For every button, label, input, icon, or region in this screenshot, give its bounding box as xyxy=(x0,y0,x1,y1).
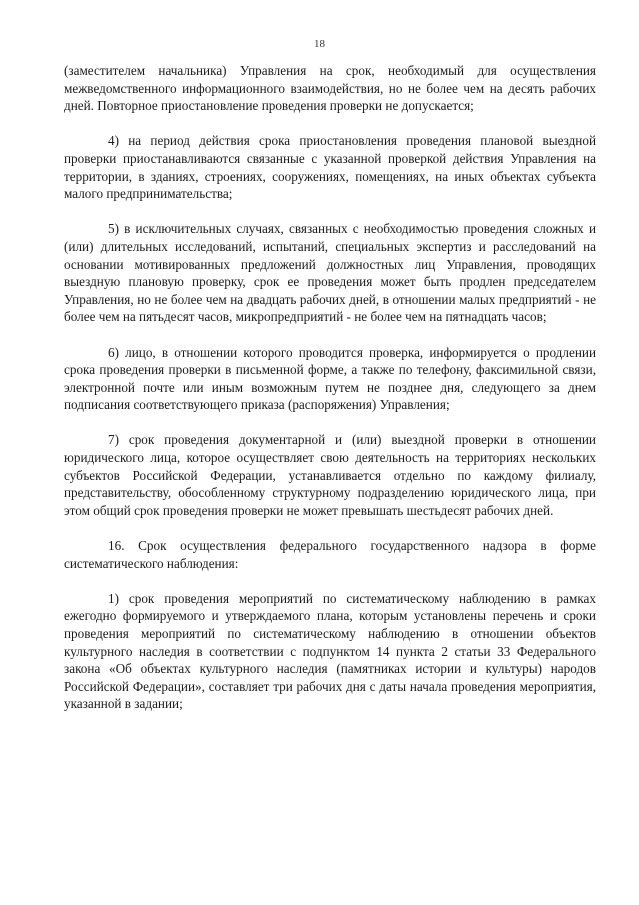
paragraph-item-5: 5) в исключительных случаях, связанных с необходимостью проведения сложных и (или) длительных исследований, испытаний, специальных экспертиз и расследований на основании мотивированных предложений должностных лиц Управления, проводящих выездную плановую проверку, срок ее проведения может быть продлен председателем Управления, но не более чем на двадцать рабочих дней, в отношении малых предприятий - не более чем на пятьдесят часов, микропредприятий - не более чем на пятнадцать часов; xyxy=(64,221,596,325)
paragraph-item-6: 6) лицо, в отношении которого проводится проверка, информируется о продлении срока проведения проверки в письменной форме, а также по телефону, факсимильной связи, электронной почте или иным возможным путем не позднее дня, следующего за днем подписания соответствующего приказа (распоряжения) Управления; xyxy=(64,344,596,413)
paragraph-section-16-item-1: 1) срок проведения мероприятий по систематическому наблюдению в рамках ежегодно формируемого и утверждаемого плана, которым установлены перечень и сроки проведения мероприятий по систематическому наблюдению в отношении объектов культурного наследия в соответствии с подпунктом 14 пункта 2 статьи 33 Федерального закона «Об объектах культурного наследия (памятниках истории и культуры) народов Российской Федерации», составляет три рабочих дня с даты начала проведения мероприятия, указанной в задании; xyxy=(64,590,596,712)
paragraph-item-4: 4) на период действия срока приостановления проведения плановой выездной проверки приостанавливаются связанные с указанной проверкой действия Управления на территории, в зданиях, строениях, сооружениях, помещениях, на иных объектах субъекта малого предпринимательства; xyxy=(64,133,596,202)
paragraph-continuation: (заместителем начальника) Управления на срок, необходимый для осуществления межведомственного информационного взаимодействия, но не более чем на десять рабочих дней. Повторное приостановление проведения проверки не допускается; xyxy=(64,63,596,114)
paragraph-section-16: 16. Срок осуществления федерального государственного надзора в форме систематического наблюдения: xyxy=(64,538,596,571)
paragraph-item-7: 7) срок проведения документарной и (или) выездной проверки в отношении юридического лица, которое осуществляет свою деятельность на территориях нескольких субъектов Российской Федерации, устанавливается отдельно по каждому филиалу, представительству, обособленному структурному подразделению юридического лица, при этом общий срок проведения проверки не может превышать шестьдесят рабочих дней. xyxy=(64,432,596,518)
document-body xyxy=(64,62,596,713)
page-number: 18 xyxy=(314,38,325,50)
